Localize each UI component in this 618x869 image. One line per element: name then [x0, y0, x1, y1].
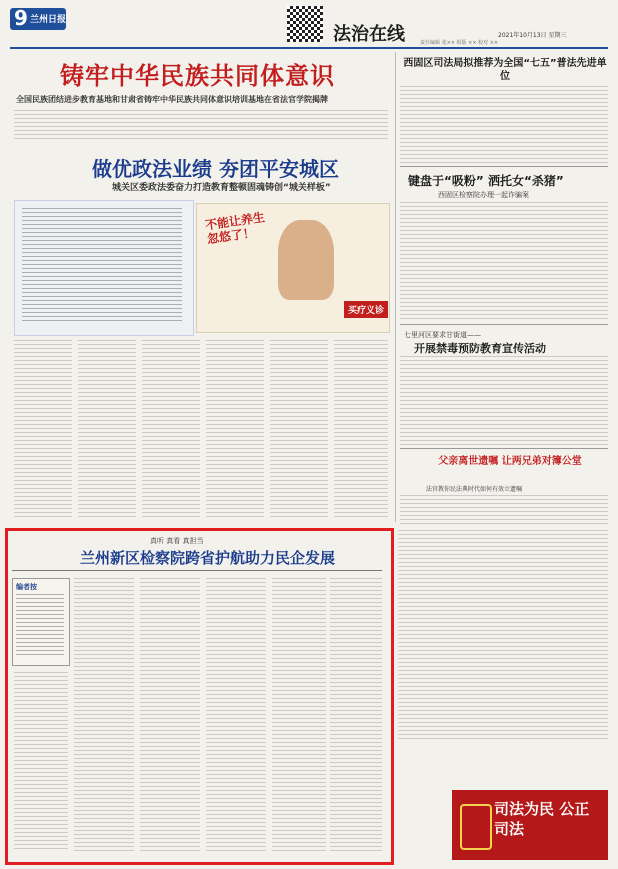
- right-story4-sub: 法官教你民法典时代如何有效立遗嘱: [426, 486, 523, 493]
- editors-line: 责任编辑 张×× 组版 ×× 校对 ××: [420, 40, 499, 46]
- bottom-headline: 兰州新区检察院跨省护航助力民企发展: [80, 549, 336, 567]
- qr-code: [287, 6, 323, 42]
- ad-banner-icon: [460, 804, 492, 850]
- right-story2-sub: 西固区检察院办理一起诈骗案: [438, 191, 529, 199]
- right-story1-head: 西固区司法局拟推荐为全国“七五”普法先进单位: [403, 58, 607, 82]
- bottom-col-6: [330, 578, 382, 852]
- feature-col-6: [334, 340, 388, 520]
- right-story3-head: 开展禁毒预防教育宣传活动: [414, 342, 546, 355]
- right-story3-body: [400, 356, 608, 446]
- lead-headline: 铸牢中华民族共同体意识: [60, 62, 335, 90]
- page-number: 9: [14, 6, 28, 30]
- section-title: 法治在线: [333, 24, 405, 45]
- feature-col-1: [14, 340, 72, 520]
- bottom-col-5: [272, 578, 326, 852]
- bottom-col-1: [14, 672, 68, 852]
- ad-banner-text: 司法为民 公正司法: [494, 800, 590, 838]
- feature-col-2: [78, 340, 136, 520]
- right-story3-kicker: 七里河区要求甘街道——: [404, 331, 481, 339]
- cartoon-figure-1: [278, 220, 334, 300]
- paper-name: 兰州日报: [30, 15, 67, 25]
- feature-col-3: [142, 340, 200, 520]
- lead-body: [14, 110, 388, 142]
- right-story1-body: [400, 86, 608, 164]
- cartoon-tag: 买疗义诊: [344, 301, 388, 318]
- cartoon-text: 不能让养生忽悠了！: [204, 210, 266, 247]
- date-line: 2021年10月13日 星期三: [498, 32, 567, 39]
- bottom-kicker: 真听 真看 真担当: [150, 537, 204, 545]
- bottom-col-3: [140, 578, 200, 852]
- right-story2-body: [400, 202, 608, 322]
- lead-subheadline: 全国民族团结进步教育基地和甘肃省铸牢中华民族共同体意识培训基地在省法官学院揭牌: [16, 95, 328, 104]
- feature-col-4: [206, 340, 264, 520]
- bottom-col-4: [206, 578, 266, 852]
- right-story2-head: 键盘于“吸粉” 洒托女“杀猪”: [408, 174, 564, 188]
- right-story4-head: 父亲离世遗嘱 让两兄弟对簿公堂: [438, 456, 582, 467]
- bottom-col-2: [74, 578, 134, 852]
- right-story4-body: [400, 495, 608, 525]
- feature-intro-text: [22, 208, 182, 324]
- feature-col-5: [270, 340, 328, 520]
- bottom-sidebar-text: [16, 594, 64, 656]
- bottom-sidebar-head: 编者按: [16, 583, 37, 591]
- feature-headline: 做优政法业绩 夯团平安城区: [92, 157, 339, 181]
- feature-subheadline: 城关区委政法委奋力打造教育整顿固魂铸创“城关样板”: [112, 183, 331, 193]
- right-lower-body: [398, 530, 608, 740]
